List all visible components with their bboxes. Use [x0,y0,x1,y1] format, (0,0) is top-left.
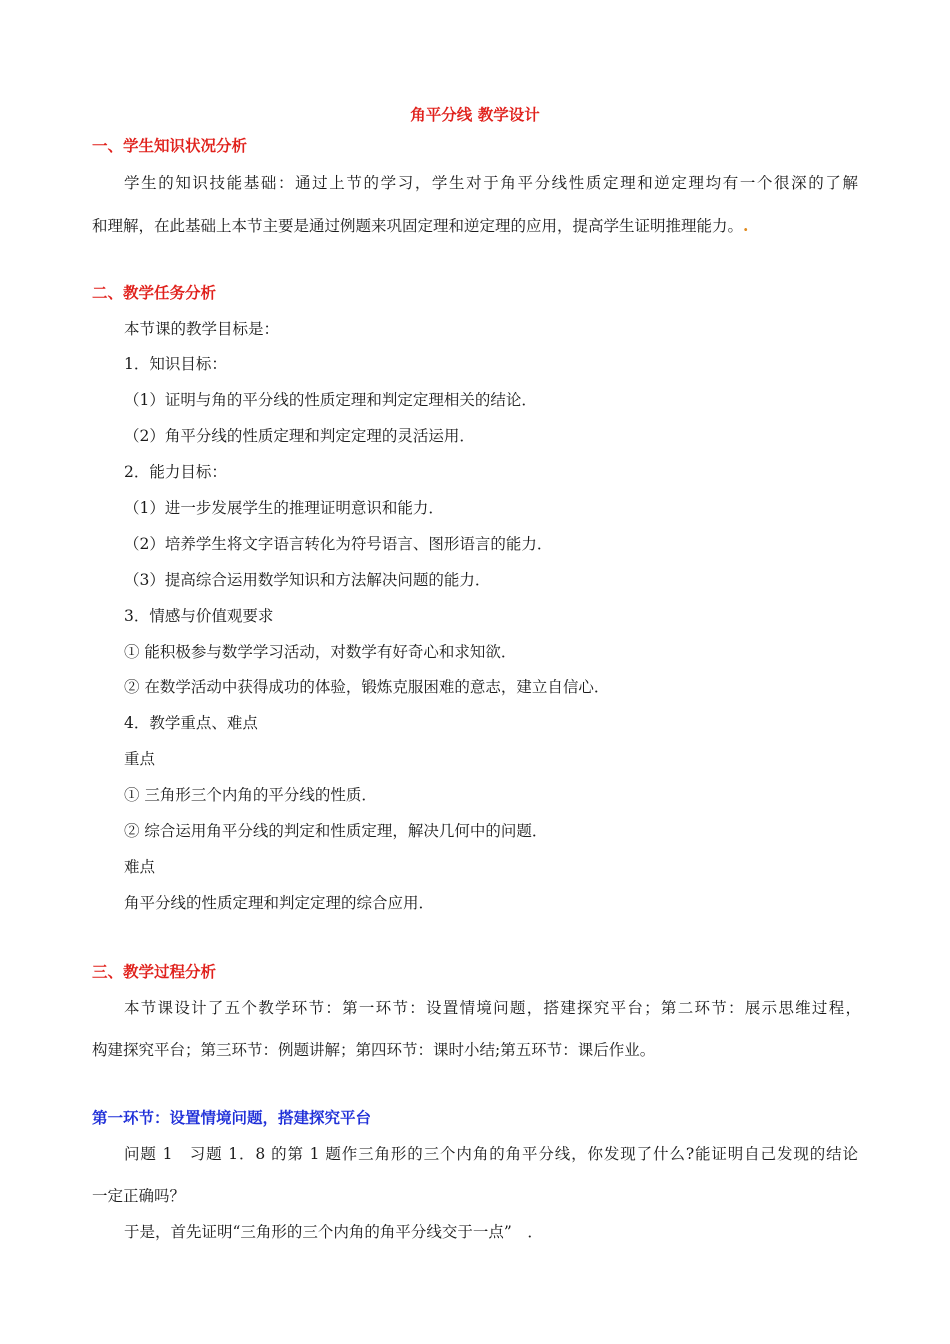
paragraph-line [92,216,748,236]
list-item: ① 能积极参与数学学习活动，对数学有好奇心和求知欲． [124,643,517,661]
list-heading: 1．知识目标： [124,355,227,373]
subheading-key-points: 重点 [124,750,156,768]
paragraph-line: 问题 1 习题 1．8 的第 1 题作三角形的三个内角的角平分线，你发现了什么?能证明自己发现的结论 [124,1145,858,1163]
list-item: ① 三角形三个内角的平分线的性质． [124,786,377,804]
paragraph-line: 学生的知识技能基础：通过上节的学习，学生对于角平分线性质定理和逆定理均有一个很深的了解 [124,174,858,192]
section-heading-stage-one: 第一环节：设置情境问题，搭建探究平台 [92,1109,372,1127]
list-item: （2）培养学生将文字语言转化为符号语言、图形语言的能力． [124,535,553,553]
list-item: （1）证明与角的平分线的性质定理和判定定理相关的结论． [124,391,537,409]
list-item: ② 综合运用角平分线的判定和性质定理，解决几何中的问题． [124,822,548,840]
section-heading-student-analysis: 一、学生知识状况分析 [92,137,248,155]
list-heading: 2．能力目标： [124,463,227,481]
subheading-difficulties: 难点 [124,858,156,876]
paragraph-line: 本节课的教学目标是： [124,320,280,338]
list-item: （1）进一步发展学生的推理证明意识和能力． [124,499,444,517]
stray-mark: . [743,216,749,235]
list-heading: 3．情感与价值观要求 [124,607,274,625]
section-heading-process-analysis: 三、教学过程分析 [92,963,217,981]
section-heading-task-analysis: 二、教学任务分析 [92,284,217,302]
paragraph-text: 和理解，在此基础上本节主要是通过例题来巩固定理和逆定理的应用，提高学生证明推理能力。 [92,217,744,235]
paragraph-line: 一定正确吗？ [92,1187,186,1205]
paragraph-line: 构建探究平台；第三环节：例题讲解；第四环节：课时小结;第五环节：课后作业。 [92,1041,656,1059]
list-heading: 4．教学重点、难点 [124,714,258,732]
list-item: ② 在数学活动中获得成功的体验，锻炼克服困难的意志，建立自信心． [124,678,610,696]
document-title: 角平分线 教学设计 [410,106,540,124]
list-item: （3）提高综合运用数学知识和方法解决问题的能力． [124,571,491,589]
list-item: （2）角平分线的性质定理和判定定理的灵活运用． [124,427,475,445]
list-item: 角平分线的性质定理和判定定理的综合应用． [124,894,435,912]
paragraph-line: 本节课设计了五个教学环节：第一环节：设置情境问题，搭建探究平台；第二环节：展示思维过程， [124,999,861,1017]
paragraph-line: 于是，首先证明“三角形的三个内角的角平分线交于一点” ． [124,1223,543,1241]
